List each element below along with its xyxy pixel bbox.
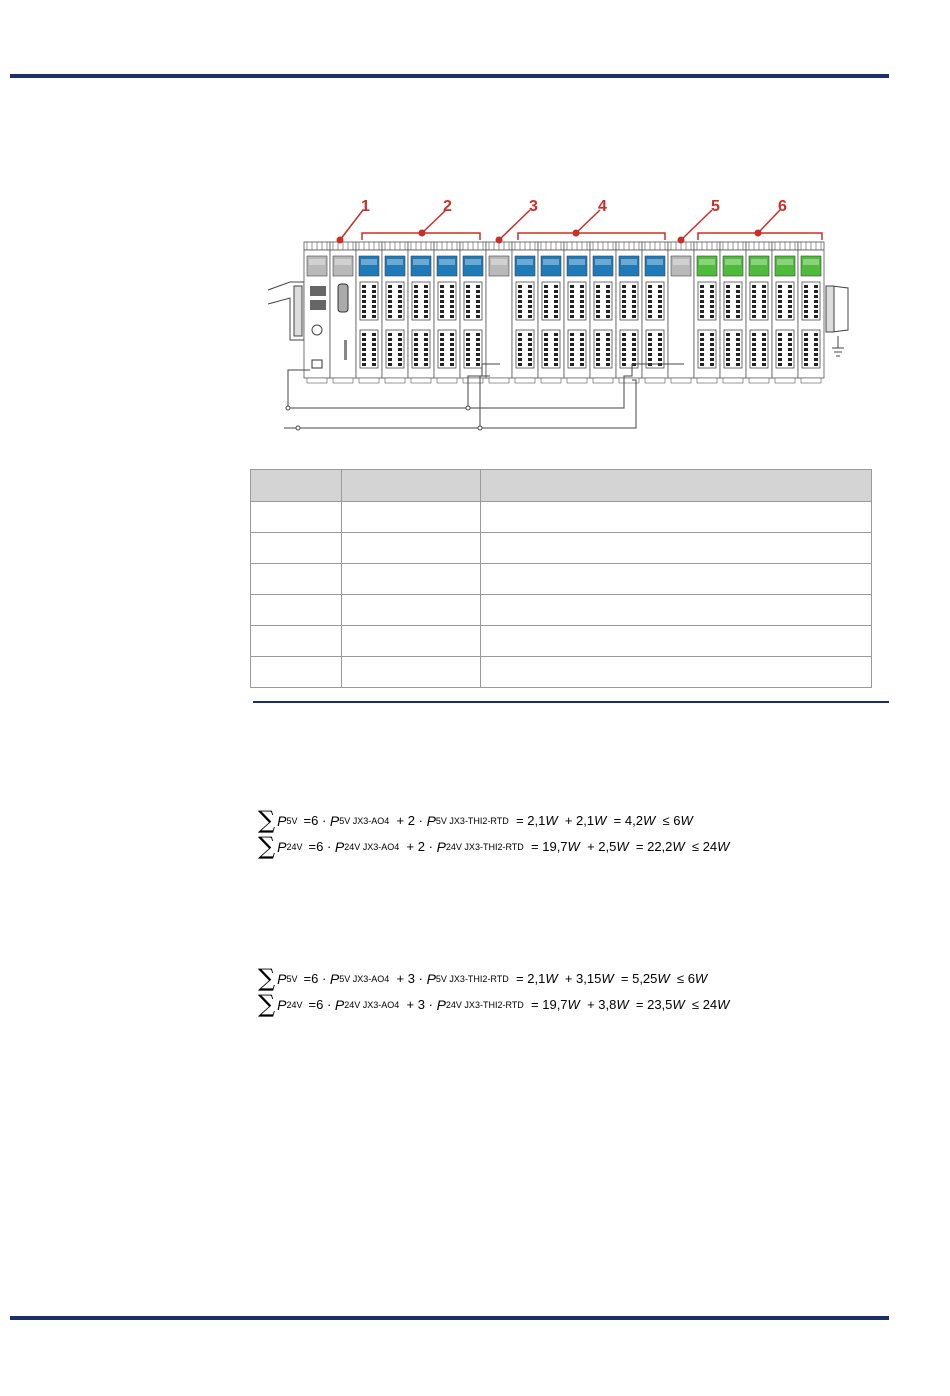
table-cell (342, 564, 481, 595)
table-header-row (251, 470, 872, 502)
callout-4: 4 (598, 198, 607, 215)
io-module (720, 242, 746, 383)
io-module (668, 242, 694, 383)
controller-module-diagram (260, 190, 860, 440)
table-cell (342, 502, 481, 533)
io-module (460, 242, 486, 383)
table-cell (481, 626, 872, 657)
table-cell (251, 564, 342, 595)
table-cell (342, 626, 481, 657)
io-module (746, 242, 772, 383)
table-header (251, 470, 342, 502)
callout-1: 1 (361, 198, 370, 215)
power-formula-set-1 (258, 808, 729, 860)
io-module (434, 242, 460, 383)
table-cell (251, 595, 342, 626)
io-module (642, 242, 668, 383)
table-cell (342, 657, 481, 688)
table-cell (481, 533, 872, 564)
io-module (564, 242, 590, 383)
callout-2: 2 (443, 198, 452, 215)
power-formula-set-2 (258, 966, 729, 1018)
table-cell (342, 595, 481, 626)
table-cell (251, 533, 342, 564)
table-row (251, 564, 872, 595)
table-row (251, 626, 872, 657)
io-module (798, 242, 824, 383)
table-cell (481, 595, 872, 626)
io-module (330, 242, 356, 383)
io-module (694, 242, 720, 383)
io-module (304, 242, 330, 383)
module-strip (304, 242, 824, 383)
io-module (486, 242, 512, 383)
formula-5v: ∑ P 5V = 6 · P 5V JX3-AO4 + 3 · P 5V JX3-THI2-RTD = 2,1 W + 3,15 W = 5,25 W ≤ 6 W (258, 964, 708, 992)
section-rule (253, 701, 889, 703)
table-row (251, 595, 872, 626)
io-module (512, 242, 538, 383)
io-module (382, 242, 408, 383)
table-row (251, 533, 872, 564)
table-cell (481, 502, 872, 533)
table-cell (251, 657, 342, 688)
table-row (251, 502, 872, 533)
module-table (250, 469, 872, 688)
io-module (590, 242, 616, 383)
table-header (481, 470, 872, 502)
formula-24v: ∑ P 24V = 6 · P 24V JX3-AO4 + 3 · P 24V JX3-THI2-RTD = 19,7 W + 3,8 W = 23,5 W ≤ 24 W (258, 990, 730, 1018)
table-cell (251, 626, 342, 657)
table-cell (342, 533, 481, 564)
formula-5v: ∑ P 5V = 6 · P 5V JX3-AO4 + 2 · P 5V JX3-THI2-RTD = 2,1 W + 2,1 W = 4,2 W ≤ 6 W (258, 806, 693, 834)
table-cell (251, 502, 342, 533)
io-module (616, 242, 642, 383)
callout-6: 6 (778, 198, 787, 215)
io-module (408, 242, 434, 383)
io-module (772, 242, 798, 383)
table-cell (481, 564, 872, 595)
io-module (538, 242, 564, 383)
table-row (251, 657, 872, 688)
table-header (342, 470, 481, 502)
header-rule (10, 74, 889, 78)
callout-3: 3 (529, 198, 538, 215)
io-module (356, 242, 382, 383)
callout-5: 5 (711, 198, 720, 215)
footer-rule (10, 1316, 889, 1320)
table-cell (481, 657, 872, 688)
formula-24v: ∑ P 24V = 6 · P 24V JX3-AO4 + 2 · P 24V JX3-THI2-RTD = 19,7 W + 2,5 W = 22,2 W ≤ 24 W (258, 832, 730, 860)
callout-brackets (340, 210, 822, 240)
